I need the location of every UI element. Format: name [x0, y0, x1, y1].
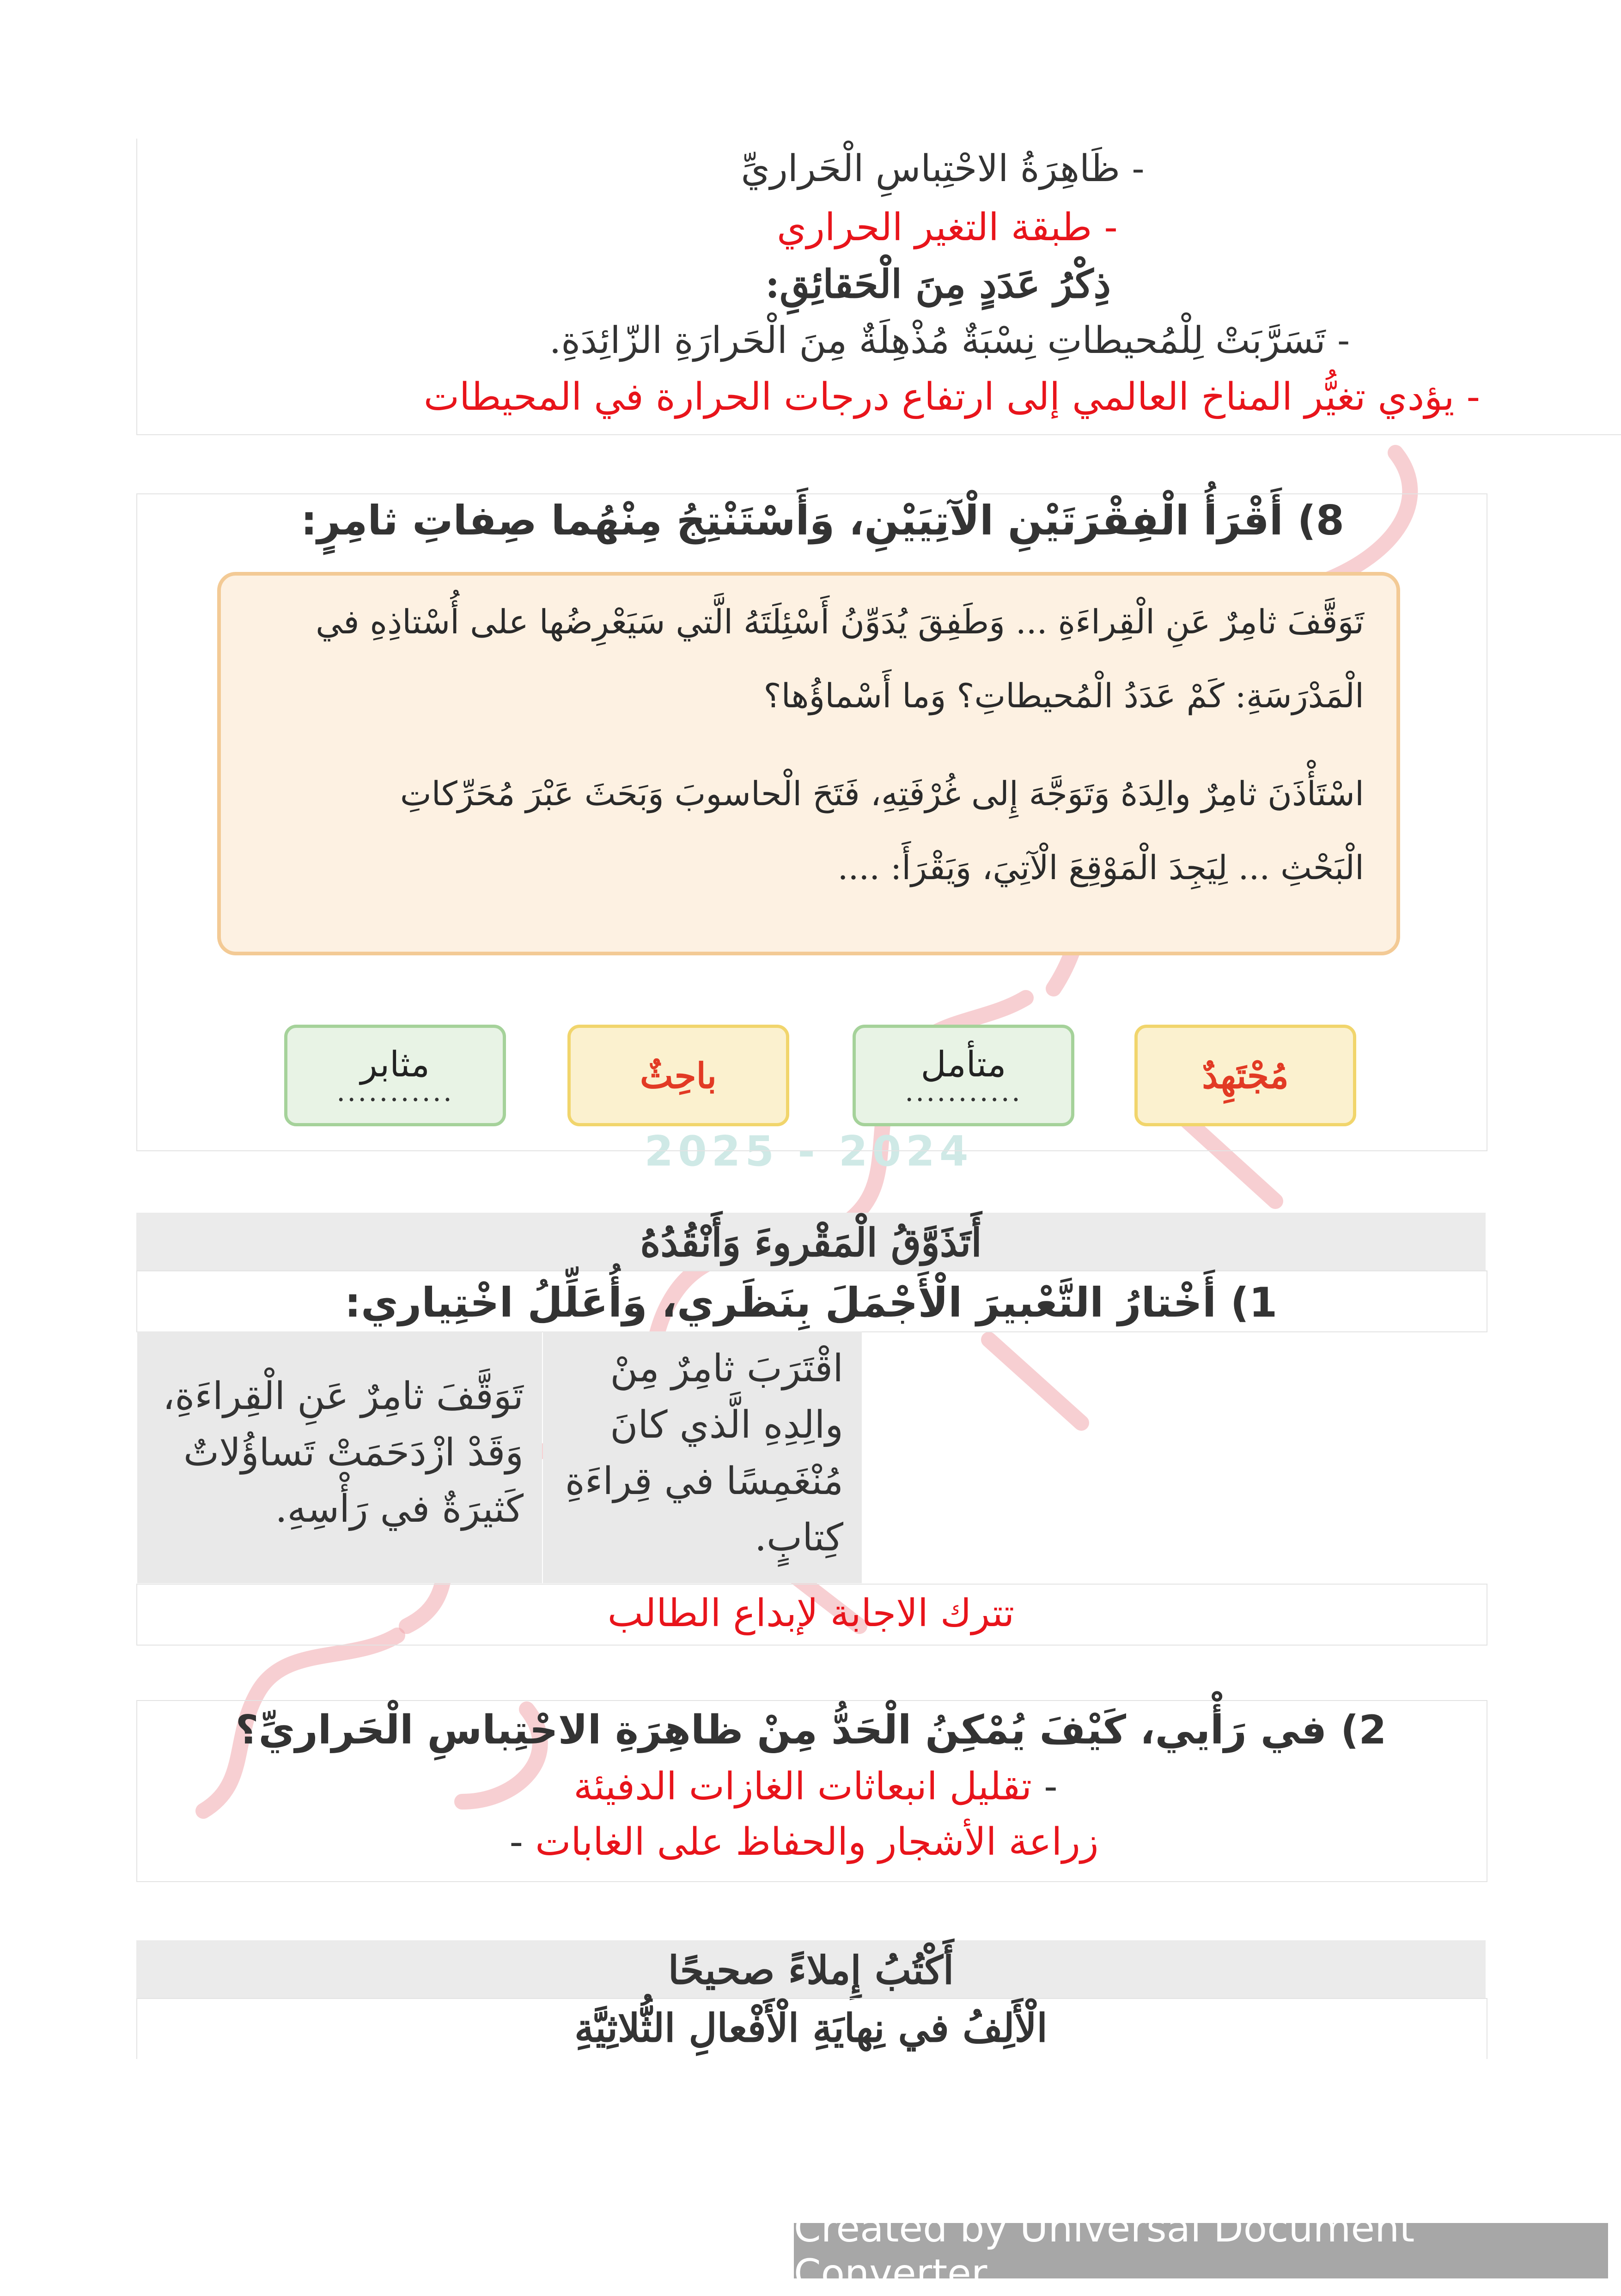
dictation-header: أَكْتُبُ إِملاءً صحيحًا — [668, 1947, 954, 1993]
option-bahith-label: باحِثٌ — [640, 1055, 717, 1096]
option-bahith — [567, 1025, 789, 1126]
watermark-faint-line: 2025 - 2024 — [644, 1127, 973, 1176]
converter-footer-text: Created by Universal Document Converter — [794, 2205, 1415, 2296]
option-a-line-1: اقْتَرَبَ ثامِرٌ مِنْ — [610, 1347, 843, 1391]
q2-answer-1: تقليل انبعاثات الغازات الدفيئة — [573, 1765, 1032, 1809]
option-a-cell — [543, 1331, 862, 1583]
top-line-1: - ظَاهِرَةُ الاحْتِباسِ الْحَراريِّ — [741, 147, 1145, 190]
option-muthabir-dots: ........... — [336, 1075, 454, 1108]
converter-footer — [794, 2205, 1608, 2296]
question8-title: 8) أَقْرَأُ الْفِقْرَتَيْنِ الْآتِيَيْنِ، وَأَسْتَنْتِجُ مِنْهُما صِفاتِ ثامِرٍ: — [300, 497, 1345, 544]
q1-title: 1) أَخْتارُ التَّعْبيرَ الْأَجْمَلَ بِنَظَري، وَأُعَلِّلُ اخْتِياري: — [344, 1279, 1278, 1326]
option-a-line-2: والِدِهِ الَّذي كانَ — [610, 1403, 843, 1447]
passage-card — [217, 572, 1400, 955]
option-muthabir-answer: مثابر — [360, 1043, 430, 1085]
q2-answer-1-dash: - — [1044, 1765, 1058, 1809]
q2-answer-2-row — [462, 1820, 1146, 1864]
critique-header: أَتَذَوَّقُ الْمَقْروءَ وَأَنْقُدُهُ — [640, 1220, 982, 1265]
option-a-line-3: مُنْغَمِسًا في قِراءَةِ — [565, 1459, 843, 1503]
option-mujtahid-label: مُجْتَهِدٌ — [1202, 1055, 1289, 1096]
q1-answer: تترك الاجابة لإبداع الطالب — [607, 1591, 1015, 1635]
option-mutaammil-answer: متأمل — [920, 1043, 1006, 1085]
q2-answer-2: زراعة الأشجار والحفاظ على الغابات — [535, 1820, 1099, 1864]
fact-line: - تَسَرَّبَتْ لِلْمُحيطاتِ نِسْبَةٌ مُذْهِلَةٌ مِنَ الْحَرارَةِ الزّائِدَةِ. — [549, 319, 1350, 362]
q2-answer-1-row — [555, 1765, 1077, 1809]
top-line-2-answer: - طبقة التغير الحراري — [777, 206, 1118, 249]
option-mutaammil-dots: ........... — [905, 1075, 1022, 1108]
option-mutaammil[interactable] — [853, 1025, 1074, 1126]
q2-answer-2-dash: - — [509, 1820, 524, 1864]
option-b-line-1: تَوَقَّفَ ثامِرٌ عَنِ الْقِراءَةِ، — [162, 1374, 524, 1418]
fact-answer: - يؤدي تغيُّر المناخ العالمي إلى ارتفاع درجات الحرارة في المحيطات — [423, 375, 1481, 419]
option-b-line-2: وَقَدْ ازْدَحَمَتْ تَساؤُلاتٌ — [183, 1431, 524, 1475]
option-b-line-3: كَثيرَةٌ في رَأْسِهِ. — [275, 1487, 524, 1531]
option-a-line-4: كِتابٍ. — [754, 1516, 843, 1560]
facts-heading: ذِكْرُ عَدَدٍ مِنَ الْحَقائِقِ: — [765, 261, 1111, 307]
option-b-cell — [137, 1331, 542, 1583]
passage-line-3: اسْتَأْذَنَ ثامِرٌ والِدَهُ وَتَوَجَّهَ إِلى غُرْفَتِهِ، فَتَحَ الْحاسوبَ وَبَحَثَ عَبْرَ مُحَرِّكاتِ — [400, 774, 1364, 813]
passage-line-2: الْمَدْرَسَةِ: كَمْ عَدَدُ الْمُحيطاتِ؟ وَما أَسْماؤُها؟ — [763, 676, 1364, 715]
passage-line-4: الْبَحْثِ ... لِيَجِدَ الْمَوْقِعَ الْآتِيَ، وَيَقْرَأَ: .... — [837, 848, 1364, 887]
dictation-subheader: الْأَلِفُ في نِهايَةِ الْأَفْعالِ الثُّلاثِيَّةِ — [574, 2005, 1048, 2051]
option-mujtahid — [1134, 1025, 1356, 1126]
option-muthabir[interactable] — [284, 1025, 506, 1126]
passage-line-1: تَوَقَّفَ ثامِرٌ عَنِ الْقِراءَةِ ... وَطَفِقَ يُدَوِّنُ أَسْئِلَتَهُ الَّتي سَيَعْرِضُها على أُسْتاذِهِ في — [316, 602, 1364, 641]
q2-title: 2) في رَأْيي، كَيْفَ يُمْكِنُ الْحَدُّ مِنْ ظاهِرَةِ الاحْتِباسِ الْحَراريِّ؟ — [235, 1707, 1387, 1753]
